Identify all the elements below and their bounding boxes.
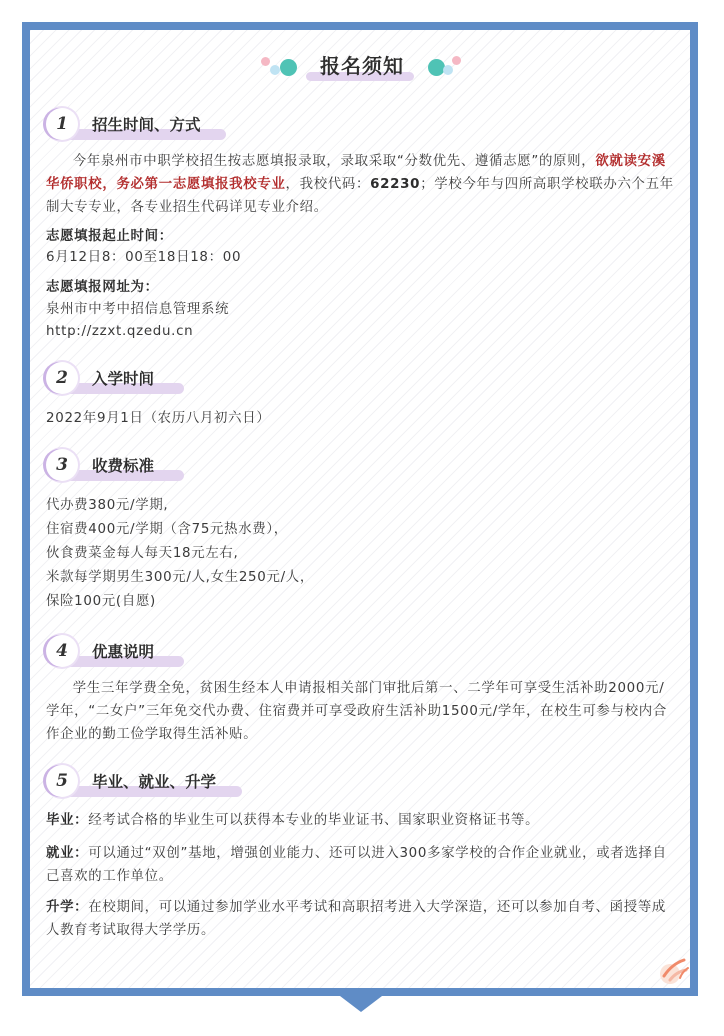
- label-text: 志愿填报网址为：: [46, 280, 159, 295]
- admission-intro: [46, 150, 674, 219]
- item-label: 毕业：: [46, 813, 89, 828]
- section-number-badge: 1: [46, 108, 78, 140]
- fee-line: 住宿费400元/学期（含75元热水费），: [46, 522, 288, 537]
- period-label: [46, 225, 674, 248]
- section-title: 收费标准: [92, 457, 155, 475]
- enrollment-date: 2022年9月1日（农历八月初六日）: [46, 411, 271, 426]
- item-text: 在校期间，可以通过参加学业水平考试和高职招考进入大学深造，还可以参加自考、函授等成人教育考试取得大学学历。: [46, 900, 666, 938]
- section-number-badge: 3: [46, 449, 78, 481]
- decor-dot-icon: [443, 65, 453, 75]
- period-value: 6月12日8：00至18日18：00: [46, 250, 242, 265]
- intro-text: ；学校今年与四所高职学校联办六个五年制大专专业，各专业招生代码详见专业介绍。: [46, 177, 674, 215]
- fee-line: 保险100元(自愿): [46, 594, 156, 609]
- section-title: 招生时间、方式: [92, 116, 201, 134]
- site-label: [46, 276, 674, 299]
- label-text: 志愿填报起止时间：: [46, 229, 173, 244]
- corner-ribbon-icon: [656, 950, 694, 988]
- fee-line: 伙食费菜金每人每天18元左右,: [46, 546, 239, 561]
- site-name: 泉州市中考中招信息管理系统: [46, 302, 230, 317]
- section-number-badge: 2: [46, 362, 78, 394]
- graduation-item: [46, 809, 674, 832]
- section-number-badge: 4: [46, 635, 78, 667]
- item-text: 经考试合格的毕业生可以获得本专业的毕业证书、国家职业资格证书等。: [88, 813, 540, 828]
- section-number-badge: 5: [46, 765, 78, 797]
- intro-text: 今年泉州市中职学校招生按志愿填报录取，录取采取“分数优先、遵循志愿”的原则，: [72, 154, 596, 169]
- school-code: 62230: [370, 177, 421, 192]
- section-title: 入学时间: [92, 370, 155, 388]
- fee-line: 代办费380元/学期,: [46, 498, 169, 513]
- page-title: 报名须知: [320, 54, 404, 78]
- frame-bottom-arrow: [340, 996, 382, 1012]
- item-label: 升学：: [46, 900, 89, 915]
- intro-text: ，我校代码：: [285, 177, 371, 192]
- discount-text: 学生三年学费全免，贫困生经本人申请报相关部门审批后第一、二学年可享受生活补助2000元/学年，“二女户”三年免交代办费、住宿费并可享受政府生活补助1500元/学年，在校生可参与校内合作企业的勤工俭学取得生活补贴。: [46, 681, 667, 742]
- fee-line: 米款每学期男生300元/人,女生250元/人，: [46, 570, 314, 585]
- item-text: 可以通过“双创”基地，增强创业能力、还可以进入300多家学校的合作企业就业，或者选择自己喜欢的工作单位。: [46, 846, 667, 884]
- section-title: 优惠说明: [92, 643, 155, 661]
- further-study-item: [46, 896, 674, 942]
- site-url: http://zzxt.qzedu.cn: [46, 324, 194, 339]
- decor-dot-icon: [452, 56, 461, 65]
- item-label: 就业：: [46, 846, 89, 861]
- section-title: 毕业、就业、升学: [92, 773, 217, 791]
- employment-item: [46, 842, 674, 888]
- title-block: [0, 48, 724, 88]
- highlight-text: 欲就读安溪华侨职校，务必第一志愿填报我校专业: [46, 154, 666, 192]
